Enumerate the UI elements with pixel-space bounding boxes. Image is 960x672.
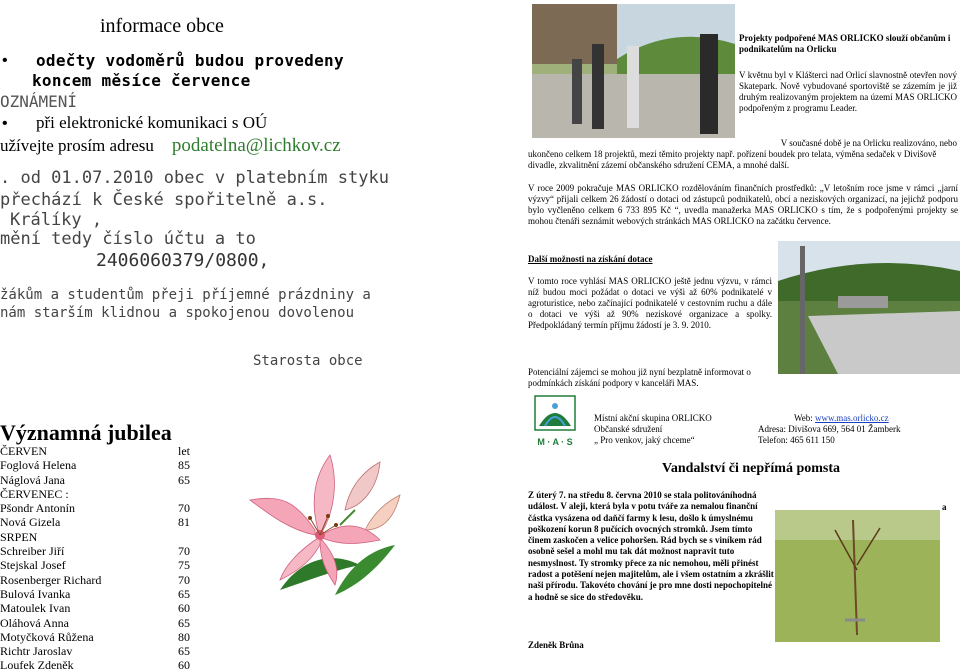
article-paragraph: ukončeno celkem 18 projektů, mezi těmito projekty např. pořízení boudek pro telata, výměna sedaček v Divišově divadle, zkvalitnění zázemí občanského sdružení CEMA, a mnohé další. (528, 149, 937, 170)
mas-logo (531, 394, 579, 452)
jubilant-age: 65 (178, 615, 190, 630)
jubilant-age: 65 (178, 472, 190, 487)
notice-uzivejte-text: užívejte prosím adresu (0, 136, 154, 155)
article-paragraph: V tomto roce vyhlásí MAS ORLICKO ještě jednu výzvu, v rámci níž budou moci požádat o dotaci ve výši až 60% podnikatelé v agroturistice, nebo začínající podnikatelé v cestovním ruchu a dále o dotaci ve výši až 90% neziskové organizace a spolky. Předpokládaný termín příjmu žádostí je 3. 9. 2010. (528, 276, 772, 330)
bullet-icon: • (2, 52, 8, 69)
contact-name: Místní akční skupina ORLICKO (594, 413, 712, 423)
list-item (0, 501, 200, 515)
list-item (0, 630, 200, 644)
article-title-projekty: Projekty podpořené MAS ORLICKO slouží občanům i podnikatelům na Orlicku (739, 33, 951, 54)
list-item (0, 658, 200, 672)
photo-placeholder-icon (532, 4, 735, 138)
skatepark-photo (778, 241, 960, 374)
list-item (0, 573, 200, 587)
contact-address: Adresa: Divišova 669, 564 01 Žamberk (758, 424, 901, 434)
jubilant-age: 75 (178, 558, 190, 573)
article-paragraph: Z úterý 7. na středu 8. června 2010 se stala politováníhodná událost. V aleji, která byla v potu tváře za nemalou finanční částka vysázena od daňčí farmy k lesu, došlo k úmyslnému poškození korun 8 pučících ovocných stromků. Jsem tímto činem zaskočen a velice pohoršen. Rád bych se s viníkem rád osobně sešel a mohl mu tak dát možnost napravit tuto nesmyslnost. Ty stromky přece za nic nemohou, měli přinést radost a potěšení nejen majitelům, ale i všem ostatním a zkrášlit naši přírodu. Takovéto chování je pro mne dosti nepochopitelné a hodně se sice do středověku. (528, 490, 774, 602)
photo-placeholder-icon (775, 510, 940, 642)
jubilant-name: Foglová Helena (0, 458, 77, 473)
notice-odecty-line2: koncem měsíce července (32, 71, 251, 90)
list-item (0, 515, 200, 529)
jubilant-name: Rosenberger Richard (0, 572, 102, 587)
jubilant-name: Schreiber Jiří (0, 544, 65, 559)
list-item (0, 473, 200, 487)
jubilant-name: ČERVENEC : (0, 486, 69, 501)
photo-placeholder-icon (778, 241, 960, 374)
jubilant-name: Matoulek Ivan (0, 601, 71, 616)
lily-illustration (240, 440, 410, 600)
article-title-vandalstvi: Vandalství či nepřímá pomsta (662, 461, 841, 476)
jubilant-age: let (178, 444, 190, 458)
notice-banking-line1: . od 01.07.2010 obec v platebním styku (0, 168, 389, 188)
signature: Starosta obce (253, 353, 363, 369)
contact-phone: Telefon: 465 611 150 (758, 435, 835, 445)
list-item (0, 601, 200, 615)
jubilant-age: 80 (178, 629, 190, 644)
jubilant-age: 65 (178, 586, 190, 601)
article-paragraph: V roce 2009 pokračuje MAS ORLICKO rozdělováním finančních prostředků: „V letošním roce jsme v rámci „jarní výzvy“ přijali celkem 26 žádostí o dotaci od zástupců podnikatelů, obcí a neziskových organizací, na jejichž podporu bylo vyčleněno celkem 6 733 895 Kč “, uvedla manažerka MAS ORLICKO s tím, že s podpořenými projekty se mohou čtenáři seznámit webových stránkách MAS ORLICKO na začátku července. (528, 183, 958, 226)
jubilant-name: SRPEN (0, 529, 38, 544)
list-item (0, 487, 200, 501)
jubilant-age: 70 (178, 572, 190, 587)
jubilant-age: 81 (178, 515, 190, 530)
article-fragment: a (942, 502, 947, 512)
jubilant-name: Stejskal Josef (0, 558, 66, 573)
contact-motto: „ Pro venkov, jaký chceme“ (594, 435, 695, 445)
damaged-tree-photo (775, 510, 940, 642)
bullet-icon: • (2, 115, 8, 132)
notice-banking-line2: přechází k České spořitelně a.s. (0, 190, 328, 210)
list-item (0, 558, 200, 572)
notice-banking-line4: mění tedy číslo účtu a to (0, 229, 256, 249)
notice-banking-line3: Králíky , (10, 210, 103, 230)
jubilea-list (0, 444, 200, 672)
article-author: Zdeněk Brůna (528, 640, 584, 650)
list-item (0, 587, 200, 601)
article-subtitle-dotace: Další možnosti na získání dotace (528, 254, 653, 264)
jubilant-name: Bulová Ivanka (0, 586, 71, 601)
list-item (0, 644, 200, 658)
web-link[interactable]: www.mas.orlicko.cz (815, 413, 889, 423)
section-title-informace: informace obce (100, 15, 224, 37)
jubilant-name: Loufek Zdeněk (0, 658, 74, 672)
list-item (0, 444, 200, 458)
article-paragraph: V současné době je na Orlicku realizováno, nebo (780, 138, 957, 148)
list-item (0, 530, 200, 544)
notice-komunikace: při elektronické komunikaci s OÚ (36, 113, 268, 132)
jubilant-name: Oláhová Anna (0, 615, 69, 630)
contact-block (594, 413, 712, 446)
web-label: Web: (794, 413, 816, 423)
wish-line1: žákům a studentům přeji příjemné prázdniny a (0, 287, 371, 303)
jubilant-age: 70 (178, 501, 190, 516)
list-item (0, 544, 200, 558)
notice-oznameni: OZNÁMENÍ (0, 92, 78, 111)
jubilant-name: Náglová Jana (0, 472, 65, 487)
account-number: 2406060379/0800, (96, 250, 270, 271)
jubilant-name: ČERVEN (0, 444, 48, 458)
mas-logo-text: M · A · S (537, 437, 573, 447)
list-item (0, 458, 200, 472)
jubilant-age: 60 (178, 658, 190, 672)
jubilant-age: 60 (178, 601, 190, 616)
article-paragraph: V květnu byl v Klášterci nad Orlicí slavnostně otevřen nový Skatepark. Nově vybudované sportoviště se zázemím je již druhým realizovaným projektem na území MAS ORLICKO podpořeným z programu Leader. (739, 70, 957, 113)
jubilant-name: Pšondr Antonín (0, 501, 76, 516)
notice-uzivejte (0, 135, 341, 157)
article-paragraph: Potenciální zájemci se mohou již nyní bezplatně informovat o podmínkách získání podpory v kanceláři MAS. (528, 367, 751, 388)
email-link[interactable]: podatelna@lichkov.cz (171, 135, 341, 156)
jubilant-age: 70 (178, 544, 190, 559)
wish-line2: nám starším klidnou a spokojenou dovolenou (0, 305, 355, 321)
skatepark-opening-photo (532, 4, 735, 138)
contact-web (758, 413, 900, 424)
jubilant-name: Nová Gizela (0, 515, 61, 530)
jubilant-age: 65 (178, 644, 190, 659)
contact-details (758, 413, 900, 446)
notice-odecty-line1: odečty vodoměrů budou provedeny (36, 51, 344, 70)
contact-type: Občanské sdružení (594, 424, 663, 434)
jubilant-name: Richtr Jaroslav (0, 644, 73, 659)
jubilea-title: Významná jubilea (0, 420, 172, 445)
jubilant-name: Motyčková Růžena (0, 629, 94, 644)
list-item (0, 616, 200, 630)
jubilant-age: 85 (178, 458, 190, 473)
